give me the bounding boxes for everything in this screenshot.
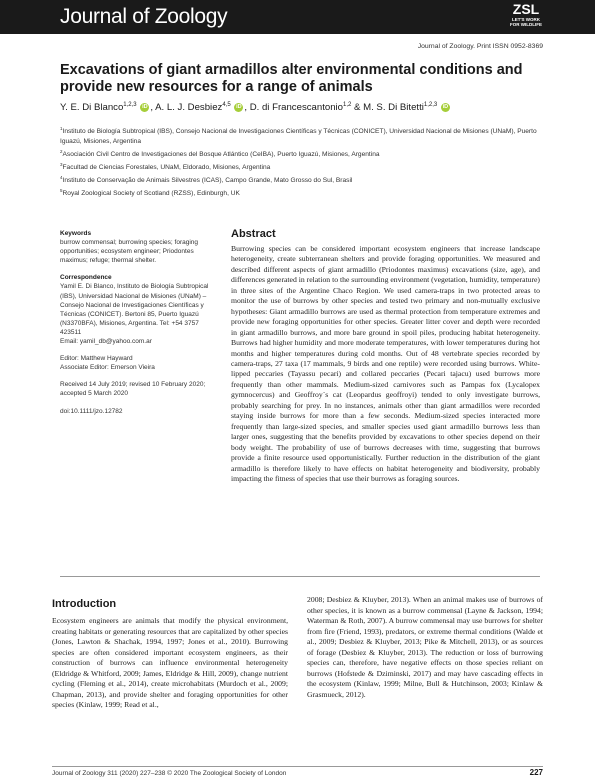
zsl-tagline: LET'S WORK FOR WILDLIFE [510, 17, 542, 27]
author-affil-sup: 1,2,3 [123, 102, 137, 108]
associate-editor-line: Associate Editor: Emerson Vieira [60, 364, 155, 372]
received-dates: Received 14 July 2019; revised 10 February 2020; accepted 5 March 2020 [60, 381, 206, 398]
orcid-icon[interactable]: iD [442, 104, 449, 111]
journal-name: Journal of Zoology [60, 5, 228, 28]
affiliation-number: 1 [60, 126, 63, 131]
affiliation-number: 4 [60, 175, 63, 181]
author-name: A. L. J. Desbiez [155, 102, 223, 114]
orcid-icon[interactable]: iD [142, 104, 148, 111]
affiliation-text: Instituto de Conservação de Animais Silvestres (ICAS), Campo Grande, Mato Grosso do Sul, Brasil [62, 177, 353, 185]
article-sidebar [60, 229, 220, 416]
affiliation-number: 3 [60, 162, 63, 168]
correspondence-email[interactable]: Email: yamil_db@yahoo.com.ar [60, 338, 152, 346]
author-name: D. di Francescantonio [249, 102, 344, 114]
affiliation-text: Asociación Civil Centro de Investigaciones del Bosque Atlántico (CeIBA), Puerto Iguazú, Misiones, Argentina [62, 151, 380, 159]
issn-line: Journal of Zoology. Print ISSN 0952-8369 [417, 43, 543, 50]
affiliation-text: Royal Zoological Society of Scotland (RZSS), Edinburgh, UK [62, 190, 240, 198]
affiliations [60, 124, 550, 199]
orcid-icon[interactable]: iD [236, 104, 242, 111]
footer-divider [52, 766, 543, 767]
zsl-logo [509, 2, 543, 32]
footer-citation: Journal of Zoology 311 (2020) 227–238 © 2020 The Zoological Society of London [52, 770, 287, 777]
author-name: Y. E. Di Blanco [60, 102, 124, 114]
keywords-text: burrow commensal; burrowing species; foraging opportunities; ecosystem engineer; Priodontes maximus; refuge; thermal shelter. [60, 239, 199, 265]
introduction-column-left: Ecosystem engineers are animals that modify the physical environment, creating habitats or generating resources that are capitalized by other species (Jones, Lawton & Shachak, 1994, 1997; Jones et al., 2010). Burrowing species are often considered important ecosystem engineers, as their construction of burrows can influence environmental heterogeneity (Eldridge & Whitford, 2009; James, Eldridge & Hill, 2009), change nutrient cycling (Fleming et al., 2014), create microhabitats (Murdoch et al., 2009; Chapman, 2013), and provide shelter and foraging opportunities for other species (Kinlaw, 1999; Read et al., [52, 616, 288, 709]
affiliation-item [60, 160, 550, 173]
journal-banner [0, 0, 595, 34]
affiliation-item [60, 173, 550, 186]
affiliation-number: 5 [60, 188, 63, 194]
author-affil-sup: 4,5 [222, 102, 231, 108]
editor-line: Editor: Matthew Hayward [60, 355, 133, 363]
abstract-heading: Abstract [231, 228, 276, 240]
page-number: 227 [529, 768, 543, 777]
author-affil-sup: 1,2 [343, 102, 352, 108]
author-list: Y. E. Di Blanco$^{1,2,3}$ iD , A. L. J. Desbiez$^{4,5}$ iD , D. di Francescantonio$^{1,2}$ & M. S. Di Bitetti$^{1,2,3}$ iD [60, 102, 449, 114]
affiliation-text: Facultad de Ciencias Forestales, UNaM, Eldorado, Misiones, Argentina [62, 164, 271, 172]
author-name: M. S. Di Bitetti [363, 102, 424, 114]
section-divider [60, 576, 540, 577]
correspondence-text: Yamil E. Di Blanco, Instituto de Biología Subtropical (IBS), Universidad Nacional de Misiones (UNaM) – Consejo Nacional de Investigaciones Científicas y Técnicas (CONICET). Bertoni 85, Puerto Iguazú (N3370BFA), Misiones, Argentina. Tel: +54 3757 423511 [60, 283, 209, 336]
affiliation-item [60, 186, 550, 199]
keywords-heading: Keywords [60, 230, 92, 237]
introduction-heading: Introduction [52, 598, 117, 610]
affiliation-item [60, 124, 550, 147]
doi-link[interactable]: doi:10.1111/jzo.12782 [60, 407, 123, 415]
zsl-logo-text: ZSL [512, 1, 540, 17]
abstract-text: Burrowing species can be considered important ecosystem engineers that increase landscape heterogeneity, create subterranean shelters and provide foraging opportunities. We measured and described different aspects of giant armadillo (Priodontes maximus) excavations (size, age), and differences generated in relation to the surrounding environment (vegetation, humidity, temperature) in three sites of the Argentine Chaco Region. We used camera-traps in two protected areas to monitor the use of burrows by other species and tested two primary and non-mutually exclusive hypotheses: Giant armadillo burrows are used as thermal protection from temperature extremes and provide new foraging opportunities for other species. Greater litter cover and depth were recorded in giant armadillo burrows, and more bare ground in spoil piles, producing habitat heterogeneity. Burrows had higher humidity and more moderate temperatures, with lower temperatures during hot months and higher temperatures during cold months. Out of 48 vertebrate species recorded by camera-traps, 27 taxa (17 mammals, 9 birds and one reptile) were recorded using burrows. White-lipped peccaries (Tayassu pecari) and collared peccaries (Pecari tajacu) used burrows more frequently than other mammals. Medium-sized carnivores such as Pampas fox (Lycalopex gymnocercus) and Geoffroy´s cat (Leopardus geoffroyi) tended to only investigate burrows, probably searching for prey. In no instances, animals other than giant armadillos were recorded staying inside burrows for more than a few seconds. Medium-sized species interacted more frequently than large-sized species, and smaller species used giant armadillo burrows less than larger ones, suggesting that the benefits provided by excavations to other species depend on their body weight. The probability of use of burrows decreases with time, suggesting that burrows provide a finite resource used opportunistically. Further reduction in the distribution of the giant armadillo is therefore likely to have effects on habitat heterogeneity and biodiversity, probably impacting the fitness of species that use their burrows as foraging sources. [231, 244, 540, 483]
affiliation-text: Instituto de Biología Subtropical (IBS), Consejo Nacional de Investigaciones Científicas y Técnicas (CONICET), Universidad Nacional de Misiones (UNaM), Puerto Iguazú, Misiones, Argentina [60, 128, 537, 146]
affiliation-number: 2 [60, 149, 63, 154]
article-title: Excavations of giant armadillos alter environmental conditions and provide new resources for a range of animals [60, 62, 523, 95]
correspondence-heading: Correspondence [60, 274, 112, 282]
author-affil-sup: 1,2,3 [423, 102, 438, 108]
affiliation-item [60, 147, 550, 160]
introduction-column-right: 2008; Desbiez & Kluyber, 2013). When an animal makes use of burrows of other species, it is known as a burrow commensal (Layne & Jackson, 1994; Waterman & Roth, 2007). A burrow commensal may use burrows for shelter from fire (Friend, 1993), predators, or extreme thermal conditions (Walde et al., 2009; Desbiez & Kluyber, 2013; Pike & Mitchell, 2013), or as sources of forage (Desbiez & Kluyber, 2013). The reduction or loss of burrowing species can, therefore, have negative effects on those species reliant on burrows (Hofstede & Dziminski, 2017) and may have cascading effects in the ecosystem (Kinlaw, 1999; Milne, Bull & Hutchinson, 2003; Kinlaw & Grasmueck, 2012). [307, 595, 543, 699]
